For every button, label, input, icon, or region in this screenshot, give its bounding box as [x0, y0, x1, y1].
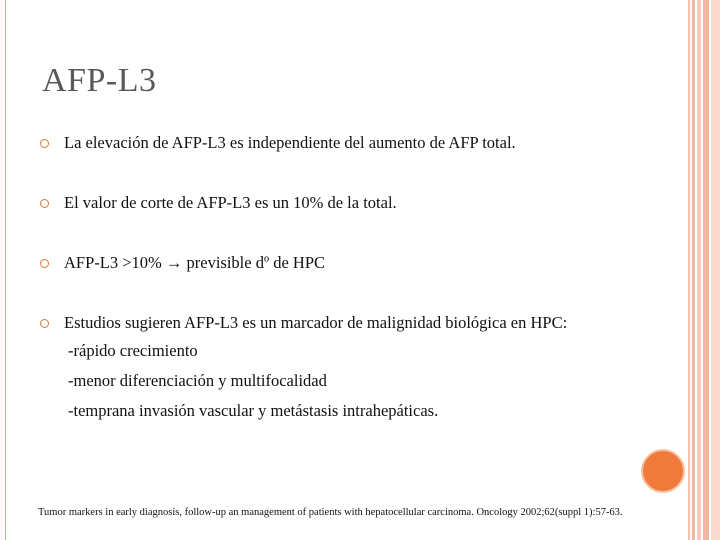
sub-item: -rápido crecimiento — [68, 341, 198, 360]
left-border — [5, 0, 6, 540]
circle-bullet-icon — [40, 259, 49, 268]
bullet-text: La elevación de AFP-L3 es independiente del aumento de AFP total. — [64, 133, 516, 152]
bullet-text: AFP-L3 >10% → previsible dº de HPC — [64, 253, 325, 272]
slide-title: AFP-L3 — [42, 62, 157, 99]
circle-bullet-icon — [40, 139, 49, 148]
circle-bullet-icon — [40, 199, 49, 208]
bullet-item — [40, 190, 714, 216]
circle-bullet-icon — [40, 319, 49, 328]
sub-item: -temprana invasión vascular y metástasis intrahepáticas. — [68, 401, 439, 420]
bullet-text: El valor de corte de AFP-L3 es un 10% de la total. — [64, 193, 397, 212]
bullet-item — [40, 310, 714, 426]
orange-circle-icon — [641, 449, 685, 493]
bullet-item — [40, 250, 714, 276]
footnote-citation: Tumor markers in early diagnosis, follow-up an management of patients with hepatocellular carcinoma. Oncology 2002;62(suppl 1):57-63. — [38, 507, 623, 518]
bullet-text: Estudios sugieren AFP-L3 es un marcador de malignidad biológica en HPC: — [64, 313, 568, 332]
sub-item: -menor diferenciación y multifocalidad — [68, 371, 327, 390]
bullet-item — [40, 130, 714, 156]
